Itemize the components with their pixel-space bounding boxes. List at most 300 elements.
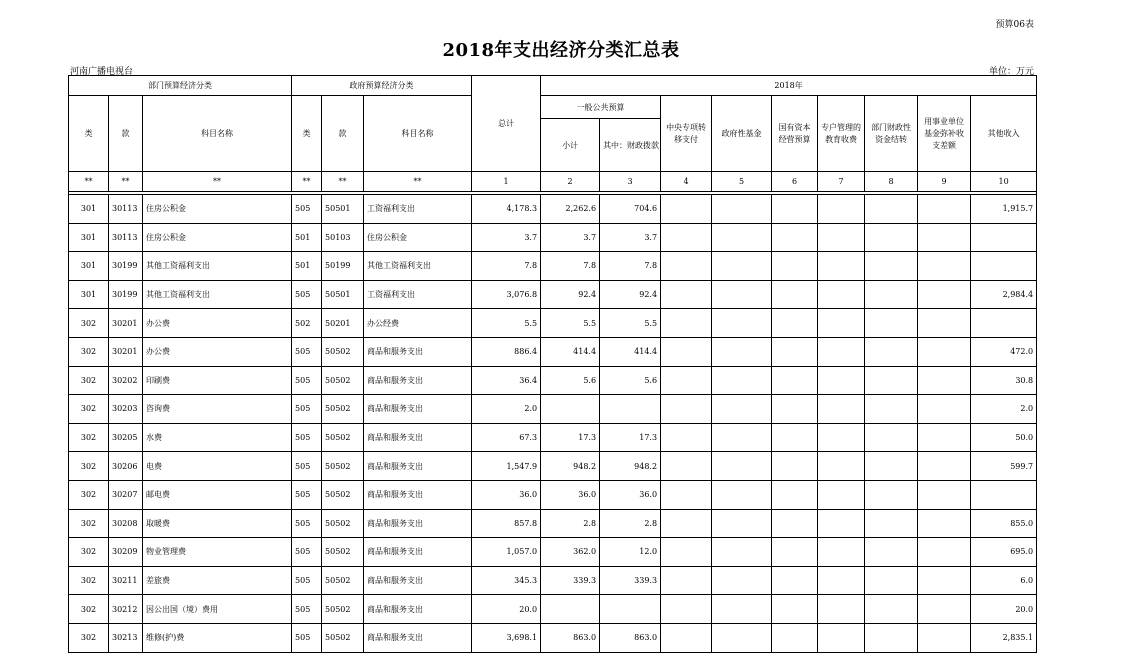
state-capital-cell [772, 595, 818, 624]
index-cell: ** [292, 172, 322, 192]
table-body [69, 195, 1037, 653]
gov-name-cell: 商品和服务支出 [364, 395, 472, 424]
state-capital-header: 国有资本经营预算 [772, 96, 818, 172]
fiscal-cell: 339.3 [600, 566, 661, 595]
central-cell [661, 252, 712, 281]
table-row [69, 366, 1037, 395]
dept-kuan-cell: 30207 [109, 480, 143, 509]
gov-fund-cell [712, 395, 772, 424]
gov-kuan-cell: 50502 [322, 595, 364, 624]
table-header [69, 76, 1037, 192]
total-cell: 886.4 [472, 337, 541, 366]
dept-name-cell: 物业管理费 [143, 538, 292, 567]
gov-name-cell: 工资福利支出 [364, 280, 472, 309]
other-income-header: 其他收入 [971, 96, 1037, 172]
dept-kuan-cell: 30206 [109, 452, 143, 481]
other-income-cell: 2,984.4 [971, 280, 1037, 309]
gov-lei-cell: 505 [292, 195, 322, 224]
fund-subsidy-cell [918, 366, 971, 395]
gov-fund-cell [712, 623, 772, 652]
dept-kuan-cell: 30209 [109, 538, 143, 567]
total-cell: 7.8 [472, 252, 541, 281]
fund-subsidy-cell [918, 509, 971, 538]
dept-kuan-cell: 30201 [109, 337, 143, 366]
gov-kuan-cell: 50201 [322, 309, 364, 338]
edu-fee-cell [818, 423, 865, 452]
subtotal-cell: 863.0 [541, 623, 600, 652]
gov-lei-cell: 505 [292, 509, 322, 538]
dept-carryover-cell [865, 623, 918, 652]
gov-kuan-cell: 50103 [322, 223, 364, 252]
edu-fee-cell [818, 595, 865, 624]
dept-carryover-cell [865, 223, 918, 252]
edu-fee-cell [818, 337, 865, 366]
dept-kuan-cell: 30212 [109, 595, 143, 624]
dept-lei-cell: 302 [69, 480, 109, 509]
dept-lei-cell: 301 [69, 280, 109, 309]
central-cell [661, 337, 712, 366]
dept-name-header: 科目名称 [143, 96, 292, 172]
dept-carryover-header: 部门财政性资金结转 [865, 96, 918, 172]
dept-name-cell: 住房公积金 [143, 195, 292, 224]
dept-lei-cell: 301 [69, 252, 109, 281]
subtotal-cell: 2.8 [541, 509, 600, 538]
dept-kuan-cell: 30202 [109, 366, 143, 395]
organization-name: 河南广播电视台 [70, 67, 134, 77]
gov-lei-cell: 501 [292, 223, 322, 252]
dept-lei-cell: 302 [69, 623, 109, 652]
unit-label: 单位：万元 [988, 67, 1034, 77]
dept-lei-cell: 302 [69, 452, 109, 481]
central-cell [661, 423, 712, 452]
fiscal-cell: 414.4 [600, 337, 661, 366]
dept-carryover-cell [865, 280, 918, 309]
central-cell [661, 366, 712, 395]
subtotal-cell [541, 595, 600, 624]
page-title: 2018年支出经济分类汇总表 [442, 40, 680, 61]
dept-lei-cell: 302 [69, 366, 109, 395]
subtotal-cell: 7.8 [541, 252, 600, 281]
state-capital-cell [772, 566, 818, 595]
dept-carryover-cell [865, 538, 918, 567]
other-income-cell: 599.7 [971, 452, 1037, 481]
state-capital-cell [772, 623, 818, 652]
subtotal-cell: 414.4 [541, 337, 600, 366]
total-cell: 857.8 [472, 509, 541, 538]
fund-subsidy-cell [918, 566, 971, 595]
gov-fund-cell [712, 223, 772, 252]
dept-carryover-cell [865, 395, 918, 424]
gov-fund-cell [712, 252, 772, 281]
gov-name-cell: 商品和服务支出 [364, 566, 472, 595]
fiscal-cell: 863.0 [600, 623, 661, 652]
edu-fee-cell [818, 623, 865, 652]
dept-lei-cell: 302 [69, 395, 109, 424]
dept-carryover-cell [865, 195, 918, 224]
dept-name-cell: 住房公积金 [143, 223, 292, 252]
index-cell: 5 [712, 172, 772, 192]
table-row [69, 623, 1037, 652]
dept-lei-cell: 301 [69, 195, 109, 224]
gov-kuan-cell: 50502 [322, 395, 364, 424]
gov-name-cell: 商品和服务支出 [364, 423, 472, 452]
fund-subsidy-cell [918, 223, 971, 252]
dept-name-cell: 办公费 [143, 309, 292, 338]
fund-subsidy-header: 用事业单位基金弥补收支差额 [918, 96, 971, 172]
total-cell: 345.3 [472, 566, 541, 595]
state-capital-cell [772, 452, 818, 481]
other-income-cell: 6.0 [971, 566, 1037, 595]
total-cell: 2.0 [472, 395, 541, 424]
central-cell [661, 509, 712, 538]
other-income-cell: 50.0 [971, 423, 1037, 452]
other-income-cell: 2,835.1 [971, 623, 1037, 652]
table-row [69, 223, 1037, 252]
expenditure-table [68, 75, 1037, 653]
dept-name-cell: 电费 [143, 452, 292, 481]
gov-fund-header: 政府性基金 [712, 96, 772, 172]
dept-kuan-cell: 30113 [109, 195, 143, 224]
dept-name-cell: 印刷费 [143, 366, 292, 395]
gov-kuan-cell: 50501 [322, 195, 364, 224]
gov-name-cell: 商品和服务支出 [364, 509, 472, 538]
fund-subsidy-cell [918, 623, 971, 652]
column-index-row [69, 172, 1037, 192]
fund-subsidy-cell [918, 538, 971, 567]
gov-lei-cell: 505 [292, 538, 322, 567]
table-row [69, 538, 1037, 567]
central-cell [661, 623, 712, 652]
fiscal-cell: 948.2 [600, 452, 661, 481]
total-cell: 36.4 [472, 366, 541, 395]
table-row [69, 252, 1037, 281]
index-cell: 9 [918, 172, 971, 192]
gov-name-cell: 住房公积金 [364, 223, 472, 252]
index-cell: ** [364, 172, 472, 192]
central-cell [661, 480, 712, 509]
total-cell: 3.7 [472, 223, 541, 252]
dept-name-cell: 邮电费 [143, 480, 292, 509]
gov-name-header: 科目名称 [364, 96, 472, 172]
edu-fee-cell [818, 395, 865, 424]
dept-kuan-cell: 30208 [109, 509, 143, 538]
other-income-cell [971, 223, 1037, 252]
gov-name-cell: 商品和服务支出 [364, 623, 472, 652]
index-cell: 8 [865, 172, 918, 192]
gov-kuan-cell: 50501 [322, 280, 364, 309]
dept-name-cell: 取暖费 [143, 509, 292, 538]
dept-carryover-cell [865, 337, 918, 366]
subtotal-cell: 17.3 [541, 423, 600, 452]
index-cell: 6 [772, 172, 818, 192]
dept-lei-cell: 301 [69, 223, 109, 252]
general-budget-header: 一般公共预算 [541, 96, 661, 119]
dept-carryover-cell [865, 366, 918, 395]
subtotal-cell: 948.2 [541, 452, 600, 481]
state-capital-cell [772, 366, 818, 395]
total-cell: 36.0 [472, 480, 541, 509]
gov-lei-header: 类 [292, 96, 322, 172]
central-cell [661, 309, 712, 338]
table-row [69, 337, 1037, 366]
gov-kuan-header: 款 [322, 96, 364, 172]
gov-fund-cell [712, 452, 772, 481]
dept-lei-cell: 302 [69, 509, 109, 538]
gov-fund-cell [712, 309, 772, 338]
gov-lei-cell: 505 [292, 452, 322, 481]
gov-fund-cell [712, 280, 772, 309]
gov-name-cell: 商品和服务支出 [364, 595, 472, 624]
edu-fee-cell [818, 252, 865, 281]
edu-fee-cell [818, 366, 865, 395]
gov-lei-cell: 505 [292, 395, 322, 424]
other-income-cell: 20.0 [971, 595, 1037, 624]
fund-subsidy-cell [918, 480, 971, 509]
dept-kuan-cell: 30203 [109, 395, 143, 424]
index-cell: 10 [971, 172, 1037, 192]
central-cell [661, 280, 712, 309]
gov-fund-cell [712, 509, 772, 538]
gov-lei-cell: 505 [292, 480, 322, 509]
gov-name-cell: 商品和服务支出 [364, 452, 472, 481]
state-capital-cell [772, 337, 818, 366]
index-cell: 7 [818, 172, 865, 192]
central-cell [661, 538, 712, 567]
state-capital-cell [772, 280, 818, 309]
dept-carryover-cell [865, 480, 918, 509]
central-cell [661, 566, 712, 595]
dept-name-cell: 因公出国（境）费用 [143, 595, 292, 624]
table-row [69, 280, 1037, 309]
gov-kuan-cell: 50502 [322, 452, 364, 481]
index-cell: ** [109, 172, 143, 192]
fund-subsidy-cell [918, 595, 971, 624]
other-income-cell [971, 309, 1037, 338]
central-cell [661, 395, 712, 424]
gov-lei-cell: 505 [292, 566, 322, 595]
dept-name-cell: 办公费 [143, 337, 292, 366]
table-row [69, 309, 1037, 338]
edu-fee-cell [818, 309, 865, 338]
dept-name-cell: 咨询费 [143, 395, 292, 424]
gov-name-cell: 工资福利支出 [364, 195, 472, 224]
gov-fund-cell [712, 595, 772, 624]
edu-fee-cell [818, 480, 865, 509]
dept-kuan-header: 款 [109, 96, 143, 172]
other-income-cell: 472.0 [971, 337, 1037, 366]
state-capital-cell [772, 252, 818, 281]
gov-lei-cell: 505 [292, 423, 322, 452]
fiscal-cell: 17.3 [600, 423, 661, 452]
year-header: 2018年 [541, 76, 1037, 96]
other-income-cell [971, 480, 1037, 509]
gov-fund-cell [712, 566, 772, 595]
gov-kuan-cell: 50502 [322, 509, 364, 538]
dept-kuan-cell: 30213 [109, 623, 143, 652]
other-income-cell: 30.8 [971, 366, 1037, 395]
dept-carryover-cell [865, 309, 918, 338]
dept-lei-cell: 302 [69, 337, 109, 366]
state-capital-cell [772, 395, 818, 424]
gov-fund-cell [712, 423, 772, 452]
gov-classification-header: 政府预算经济分类 [292, 76, 472, 96]
edu-fee-cell [818, 452, 865, 481]
state-capital-cell [772, 195, 818, 224]
gov-lei-cell: 505 [292, 595, 322, 624]
dept-lei-cell: 302 [69, 423, 109, 452]
gov-kuan-cell: 50502 [322, 538, 364, 567]
gov-lei-cell: 505 [292, 366, 322, 395]
edu-fee-cell [818, 509, 865, 538]
state-capital-cell [772, 480, 818, 509]
fund-subsidy-cell [918, 280, 971, 309]
edu-fee-cell [818, 223, 865, 252]
index-cell: 1 [472, 172, 541, 192]
total-cell: 1,057.0 [472, 538, 541, 567]
index-cell: 4 [661, 172, 712, 192]
dept-kuan-cell: 30199 [109, 252, 143, 281]
central-cell [661, 195, 712, 224]
gov-lei-cell: 505 [292, 623, 322, 652]
dept-lei-cell: 302 [69, 566, 109, 595]
gov-kuan-cell: 50502 [322, 366, 364, 395]
index-cell: ** [69, 172, 109, 192]
dept-kuan-cell: 30113 [109, 223, 143, 252]
index-cell: ** [143, 172, 292, 192]
dept-lei-header: 类 [69, 96, 109, 172]
index-cell: 2 [541, 172, 600, 192]
dept-lei-cell: 302 [69, 538, 109, 567]
gov-kuan-cell: 50502 [322, 623, 364, 652]
dept-name-cell: 水费 [143, 423, 292, 452]
fiscal-cell: 3.7 [600, 223, 661, 252]
fiscal-cell [600, 395, 661, 424]
subtotal-cell: 36.0 [541, 480, 600, 509]
gov-kuan-cell: 50199 [322, 252, 364, 281]
other-income-cell [971, 252, 1037, 281]
dept-classification-header: 部门预算经济分类 [69, 76, 292, 96]
fund-subsidy-cell [918, 309, 971, 338]
subtotal-cell: 2,262.6 [541, 195, 600, 224]
dept-carryover-cell [865, 423, 918, 452]
subtotal-cell: 5.5 [541, 309, 600, 338]
dept-carryover-cell [865, 509, 918, 538]
table-row [69, 195, 1037, 224]
fund-subsidy-cell [918, 195, 971, 224]
table-row [69, 595, 1037, 624]
dept-lei-cell: 302 [69, 309, 109, 338]
state-capital-cell [772, 223, 818, 252]
gov-fund-cell [712, 480, 772, 509]
fund-subsidy-cell [918, 337, 971, 366]
edu-fee-cell [818, 195, 865, 224]
edu-fee-cell [818, 538, 865, 567]
subtotal-cell: 339.3 [541, 566, 600, 595]
edu-fee-cell [818, 280, 865, 309]
table-row [69, 480, 1037, 509]
subtotal-cell [541, 395, 600, 424]
index-cell: ** [322, 172, 364, 192]
state-capital-cell [772, 509, 818, 538]
dept-name-cell: 其他工资福利支出 [143, 280, 292, 309]
total-cell: 20.0 [472, 595, 541, 624]
subtotal-cell: 362.0 [541, 538, 600, 567]
dept-carryover-cell [865, 252, 918, 281]
fiscal-cell: 2.8 [600, 509, 661, 538]
subtotal-cell: 92.4 [541, 280, 600, 309]
index-cell: 3 [600, 172, 661, 192]
total-header: 总计 [472, 76, 541, 172]
dept-name-cell: 其他工资福利支出 [143, 252, 292, 281]
total-cell: 3,076.8 [472, 280, 541, 309]
gov-name-cell: 办公经费 [364, 309, 472, 338]
fund-subsidy-cell [918, 252, 971, 281]
total-cell: 1,547.9 [472, 452, 541, 481]
fiscal-cell: 5.6 [600, 366, 661, 395]
fiscal-cell: 92.4 [600, 280, 661, 309]
dept-carryover-cell [865, 566, 918, 595]
gov-name-cell: 商品和服务支出 [364, 366, 472, 395]
dept-kuan-cell: 30211 [109, 566, 143, 595]
gov-name-cell: 商品和服务支出 [364, 337, 472, 366]
gov-lei-cell: 501 [292, 252, 322, 281]
table-row [69, 509, 1037, 538]
gov-fund-cell [712, 538, 772, 567]
gov-kuan-cell: 50502 [322, 423, 364, 452]
gov-name-cell: 商品和服务支出 [364, 538, 472, 567]
total-cell: 3,698.1 [472, 623, 541, 652]
edu-fee-cell [818, 566, 865, 595]
table-row [69, 423, 1037, 452]
subtotal-cell: 3.7 [541, 223, 600, 252]
fund-subsidy-cell [918, 423, 971, 452]
central-cell [661, 595, 712, 624]
gov-kuan-cell: 50502 [322, 480, 364, 509]
fiscal-cell: 12.0 [600, 538, 661, 567]
edu-fee-header: 专户管理的教育收费 [818, 96, 865, 172]
table-row [69, 395, 1037, 424]
gov-kuan-cell: 50502 [322, 337, 364, 366]
gov-lei-cell: 502 [292, 309, 322, 338]
other-income-cell: 2.0 [971, 395, 1037, 424]
dept-name-cell: 维修(护)费 [143, 623, 292, 652]
gov-name-cell: 商品和服务支出 [364, 480, 472, 509]
dept-name-cell: 差旅费 [143, 566, 292, 595]
other-income-cell: 1,915.7 [971, 195, 1037, 224]
subtotal-cell: 5.6 [541, 366, 600, 395]
dept-carryover-cell [865, 595, 918, 624]
dept-carryover-cell [865, 452, 918, 481]
dept-kuan-cell: 30199 [109, 280, 143, 309]
total-cell: 5.5 [472, 309, 541, 338]
fiscal-cell: 5.5 [600, 309, 661, 338]
other-income-cell: 695.0 [971, 538, 1037, 567]
subtotal-header: 小计 [541, 119, 600, 172]
state-capital-cell [772, 309, 818, 338]
central-transfer-header: 中央专项转移支付 [661, 96, 712, 172]
dept-kuan-cell: 30205 [109, 423, 143, 452]
gov-fund-cell [712, 366, 772, 395]
fiscal-cell: 7.8 [600, 252, 661, 281]
total-cell: 4,178.3 [472, 195, 541, 224]
fiscal-cell [600, 595, 661, 624]
fiscal-cell: 36.0 [600, 480, 661, 509]
gov-lei-cell: 505 [292, 280, 322, 309]
central-cell [661, 223, 712, 252]
dept-kuan-cell: 30201 [109, 309, 143, 338]
gov-name-cell: 其他工资福利支出 [364, 252, 472, 281]
dept-lei-cell: 302 [69, 595, 109, 624]
